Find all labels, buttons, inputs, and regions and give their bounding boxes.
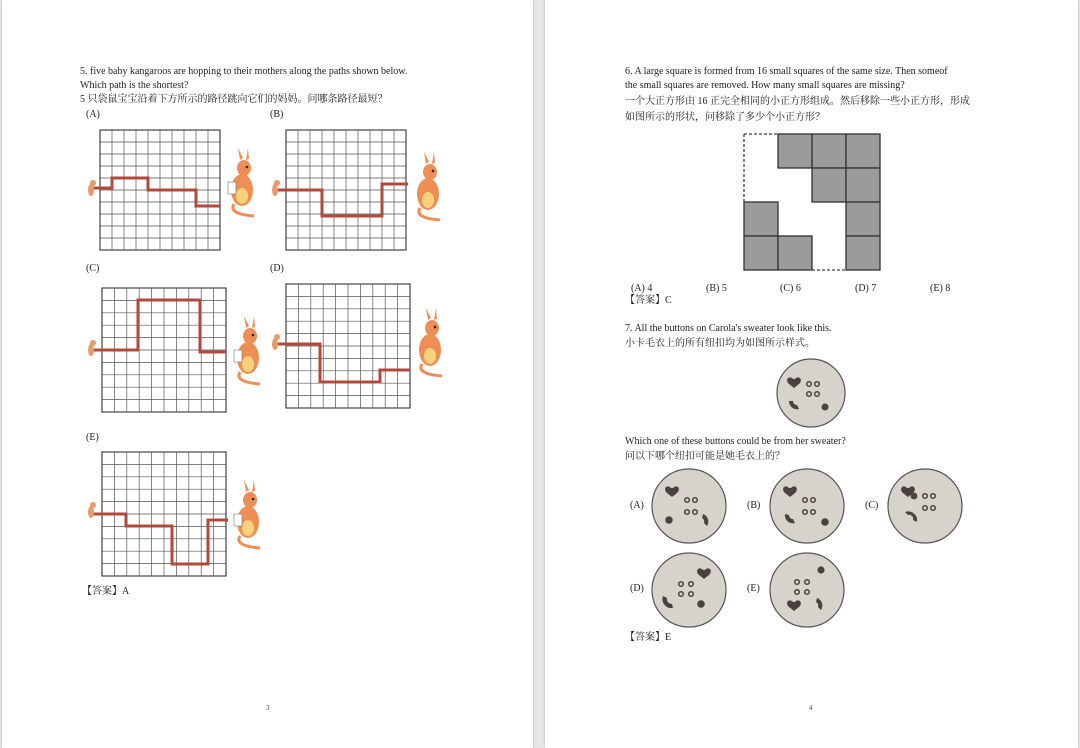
dot-icon: [817, 566, 824, 573]
path-grid-c: [84, 286, 269, 416]
q6-answer: 【答案】C: [625, 295, 672, 306]
page-left: [2, 0, 533, 748]
square-tile: [812, 134, 846, 168]
path-grid-b: [268, 128, 453, 258]
path-figure-c: [84, 286, 269, 416]
q7-label-e: (E): [747, 583, 760, 594]
path-grid-d: [268, 282, 458, 412]
mother-kangaroo-icon: [234, 316, 260, 384]
dot-icon: [911, 493, 918, 500]
button-option-c: [885, 466, 965, 546]
q6-text-line3: 一个大正方形由 16 正完全相同的小正方形组成。然后移除一些小正方形，形成: [625, 96, 970, 107]
q6-option-b: (B) 5: [706, 283, 727, 294]
q6-option-d: (D) 7: [855, 283, 877, 294]
square-tile: [778, 134, 812, 168]
q7-label-b: (B): [747, 500, 761, 511]
path-figure-d: [268, 282, 458, 412]
reference-button: [775, 357, 847, 429]
square-tile: [846, 202, 880, 236]
q6-option-c: (C) 6: [780, 283, 801, 294]
q7-label-d: (D): [630, 583, 644, 594]
dot-icon: [697, 600, 705, 608]
mother-kangaroo-icon: [417, 152, 440, 220]
mother-kangaroo-icon: [234, 480, 260, 548]
q5-label-a: (A): [86, 109, 100, 120]
q6-text-line4: 如图所示的形状，问移除了多少个小正方形？: [625, 112, 825, 123]
q5-label-c: (C): [86, 263, 100, 274]
q7-label-c: (C): [865, 500, 879, 511]
square-tile: [744, 202, 778, 236]
dot-icon: [822, 404, 829, 411]
missing-squares-figure: [743, 132, 888, 274]
q7-text-line4: 问以下哪个纽扣可能是她毛衣上的？: [625, 451, 785, 462]
dot-icon: [665, 516, 673, 524]
button-option-b: [767, 466, 847, 546]
q6-option-a: (A) 4: [631, 283, 653, 294]
q5-label-d: (D): [270, 263, 284, 274]
q6-option-e: (E) 8: [930, 283, 951, 294]
baby-kangaroo-icon: [272, 334, 280, 350]
q5-answer: 【答案】A: [82, 586, 130, 597]
q5-label-e: (E): [86, 432, 99, 443]
square-tile: [846, 236, 880, 270]
path-grid-a: [84, 128, 259, 258]
q5-text-line3: 5 只袋鼠宝宝沿着下方所示的路径跳向它们的妈妈。问哪条路径最短？: [80, 94, 388, 105]
square-tile: [846, 134, 880, 168]
mother-kangaroo-icon: [228, 148, 254, 216]
page-number-right: 4: [809, 704, 813, 712]
q7-text-line3: Which one of these buttons could be from her sweater?: [625, 436, 846, 447]
button-option-a: [649, 466, 729, 546]
path-grid-e: [84, 450, 279, 582]
q5-text-line1: 5. five baby kangaroos are hopping to their mothers along the paths shown below.: [80, 66, 408, 77]
q6-text-line2: the small squares are removed. How many small squares are missing?: [625, 80, 905, 91]
q5-text-line2: Which path is the shortest?: [80, 80, 189, 91]
q7-text-line2: 小卡毛衣上的所有纽扣均为如图所示样式。: [625, 338, 815, 349]
baby-kangaroo-icon: [272, 180, 280, 196]
dot-icon: [821, 518, 829, 526]
q7-answer: 【答案】E: [625, 632, 672, 643]
page-right: [545, 0, 1078, 748]
square-tile: [744, 236, 778, 270]
square-tile: [846, 168, 880, 202]
path-figure-e: [84, 450, 279, 582]
page-number-left: 3: [266, 704, 270, 712]
square-tile: [778, 236, 812, 270]
path-figure-a: [84, 128, 259, 258]
baby-kangaroo-icon: [88, 502, 96, 518]
square-tile: [812, 168, 846, 202]
button-option-d: [649, 550, 729, 630]
path-figure-b: [268, 128, 453, 258]
button-option-e: [767, 550, 847, 630]
q6-text-line1: 6. A large square is formed from 16 small squares of the same size. Then someof: [625, 66, 948, 77]
q7-label-a: (A): [630, 500, 644, 511]
q5-label-b: (B): [270, 109, 284, 120]
baby-kangaroo-icon: [88, 340, 96, 356]
mother-kangaroo-icon: [419, 308, 442, 376]
missing-squares-svg: [743, 132, 888, 274]
q7-text-line1: 7. All the buttons on Carola's sweater look like this.: [625, 323, 832, 334]
